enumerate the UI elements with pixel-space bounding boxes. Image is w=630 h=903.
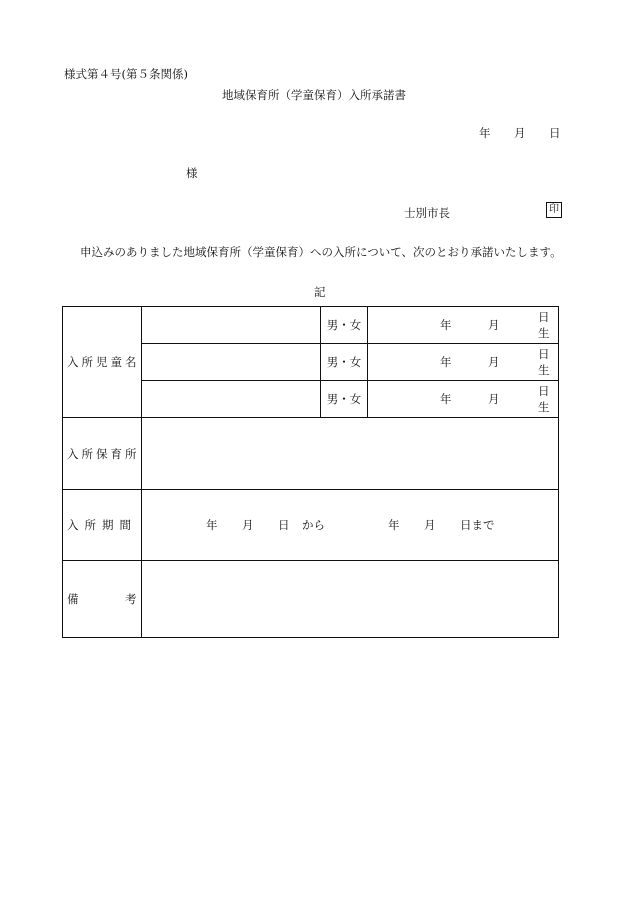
remarks-label [63,561,142,638]
from-month-label: 月 [242,518,254,532]
notice-text: 申込みのありました地域保育所（学童保育）への入所について、次のとおり承諾いたします。 [80,245,562,259]
date-day-label: 日 [549,126,561,140]
birth-day-label: 日生 [538,310,550,340]
date-year-label: 年 [479,126,491,140]
seal-mark: 印 [546,202,562,218]
approval-table [62,306,559,638]
birthdate-field[interactable] [368,307,559,344]
birthdate-field[interactable] [368,344,559,381]
period-field[interactable] [142,490,559,561]
date-month-label: 月 [514,126,526,140]
from-year-label: 年 [206,518,218,532]
sex-option[interactable]: 男・女 [321,381,368,418]
birthdate-field[interactable] [368,381,559,418]
birth-year-label: 年 [440,318,452,332]
birth-month-label: 月 [488,318,500,332]
birth-month-label: 月 [488,392,500,406]
facility-row [63,418,559,490]
child-row [63,307,559,344]
facility-label: 入所保育所 [63,418,142,490]
remarks-field[interactable] [142,561,559,638]
from-day-label: 日 [278,518,290,532]
sex-option[interactable]: 男・女 [321,344,368,381]
from-suffix-label: から [302,518,325,532]
child-name-field[interactable] [142,307,321,344]
birth-year-label: 年 [440,392,452,406]
to-day-label: 日まで [460,518,495,532]
facility-field[interactable] [142,418,559,490]
remarks-label-part: 備 [67,592,79,606]
period-label: 入所期間 [63,490,142,561]
to-month-label: 月 [424,518,436,532]
addressee-suffix: 様 [186,166,198,180]
child-name-label: 入所児童名 [63,307,142,418]
form-number: 様式第４号(第５条関係) [64,67,188,81]
issuer-title: 士別市長 [404,206,450,220]
sex-option[interactable]: 男・女 [321,307,368,344]
birth-day-label: 日生 [538,347,550,377]
birth-month-label: 月 [488,355,500,369]
child-name-field[interactable] [142,381,321,418]
period-row [63,490,559,561]
child-name-field[interactable] [142,344,321,381]
ki-label: 記 [314,285,326,299]
document-title: 地域保育所（学童保育）入所承諾書 [222,88,406,102]
birth-day-label: 日生 [538,384,550,414]
birth-year-label: 年 [440,355,452,369]
remarks-row [63,561,559,638]
remarks-label-part: 考 [125,592,137,606]
to-year-label: 年 [388,518,400,532]
